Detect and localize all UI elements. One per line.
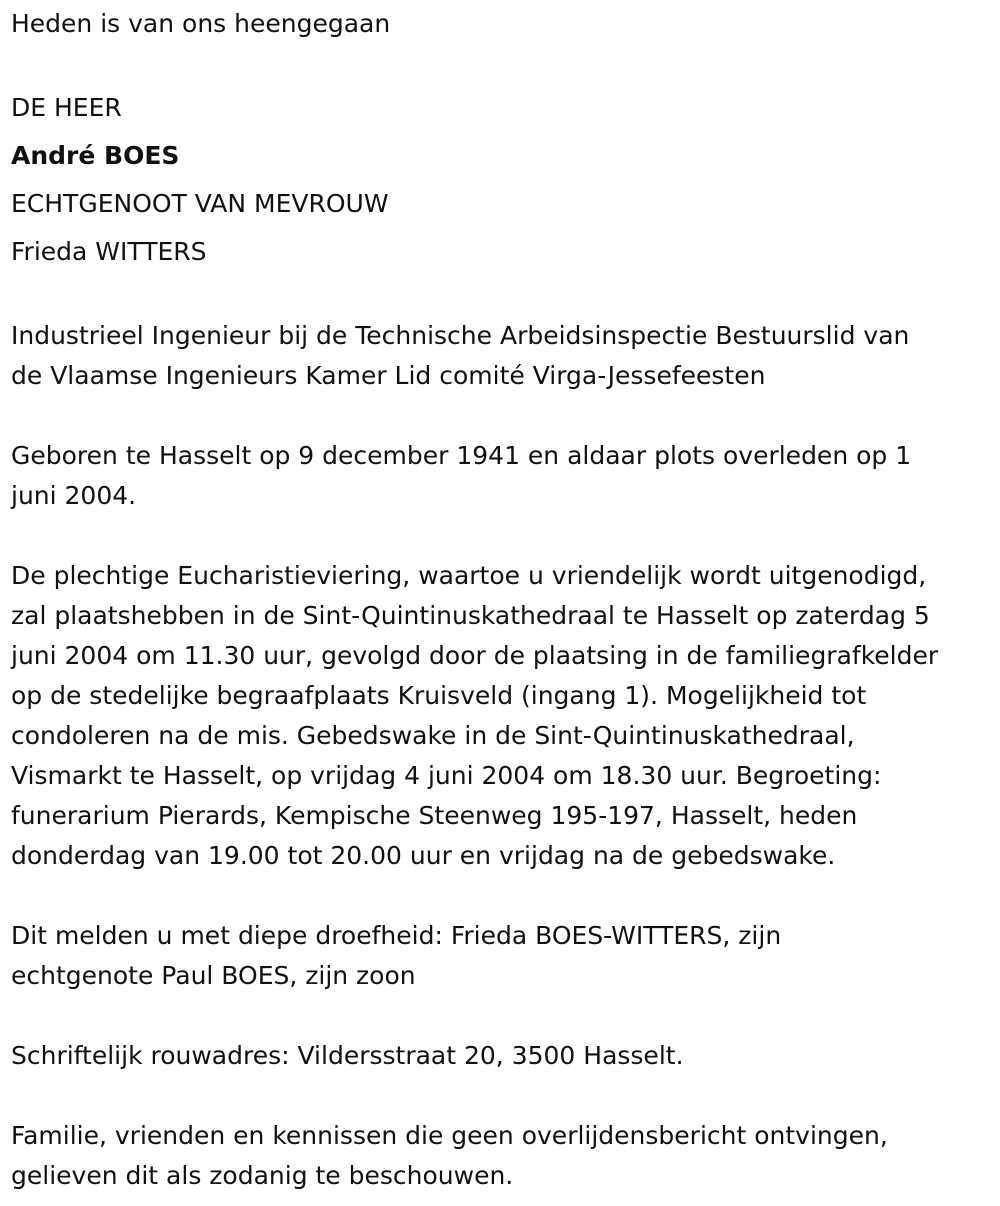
occupation-line: Industrieel Ingenieur bij de Technische Arbeidsinspectie Bestuurslid van [11, 321, 910, 350]
spacer [11, 396, 1000, 436]
ceremony-line: zal plaatshebben in de Sint-Quintinuskathedraal te Hasselt op zaterdag 5 [11, 601, 930, 630]
spouse-name: Frieda WITTERS [11, 237, 207, 266]
honorific: DE HEER [11, 93, 122, 122]
spacer [11, 876, 1000, 916]
ceremony-paragraph [11, 556, 996, 876]
spouse-label: ECHTGENOOT VAN MEVROUW [11, 189, 389, 218]
spacer [11, 516, 1000, 556]
ceremony-line: op de stedelijke begraafplaats Kruisveld (ingang 1). Mogelijkheid tot [11, 681, 867, 710]
birth-death-line: Geboren te Hasselt op 9 december 1941 en aldaar plots overleden op 1 [11, 441, 912, 470]
closing-line: Familie, vrienden en kennissen die geen overlijdensbericht ontvingen, [11, 1121, 888, 1150]
ceremony-line: condoleren na de mis. Gebedswake in de Sint-Quintinuskathedraal, [11, 721, 855, 750]
birth-death-line: juni 2004. [11, 481, 137, 510]
ceremony-line: Vismarkt te Hasselt, op vrijdag 4 juni 2004 om 18.30 uur. Begroeting: [11, 761, 882, 790]
mourning-address: Schriftelijk rouwadres: Vildersstraat 20, 3500 Hasselt. [11, 1041, 684, 1070]
family-line: Dit melden u met diepe droefheid: Frieda BOES-WITTERS, zijn [11, 921, 782, 950]
deceased-name: André BOES [11, 141, 180, 170]
intro-text: Heden is van ons heengegaan [11, 9, 391, 38]
spacer [11, 1076, 1000, 1116]
spacer [11, 276, 1000, 316]
ceremony-line: funerarium Pierards, Kempische Steenweg 195-197, Hasselt, heden [11, 801, 858, 830]
closing-line: gelieven dit als zodanig te beschouwen. [11, 1161, 514, 1190]
closing-paragraph [11, 1116, 996, 1196]
ceremony-line: De plechtige Eucharistieviering, waartoe u vriendelijk wordt uitgenodigd, [11, 561, 927, 590]
occupation-line: de Vlaamse Ingenieurs Kamer Lid comité Virga-Jessefeesten [11, 361, 766, 390]
family-paragraph [11, 916, 996, 996]
family-line: echtgenote Paul BOES, zijn zoon [11, 961, 416, 990]
ceremony-line: donderdag van 19.00 tot 20.00 uur en vrijdag na de gebedswake. [11, 841, 836, 870]
birth-death-paragraph [11, 436, 996, 516]
occupation-paragraph [11, 316, 996, 396]
spacer [11, 996, 1000, 1036]
ceremony-line: juni 2004 om 11.30 uur, gevolgd door de plaatsing in de familiegrafkelder [11, 641, 939, 670]
spacer [11, 44, 1000, 84]
